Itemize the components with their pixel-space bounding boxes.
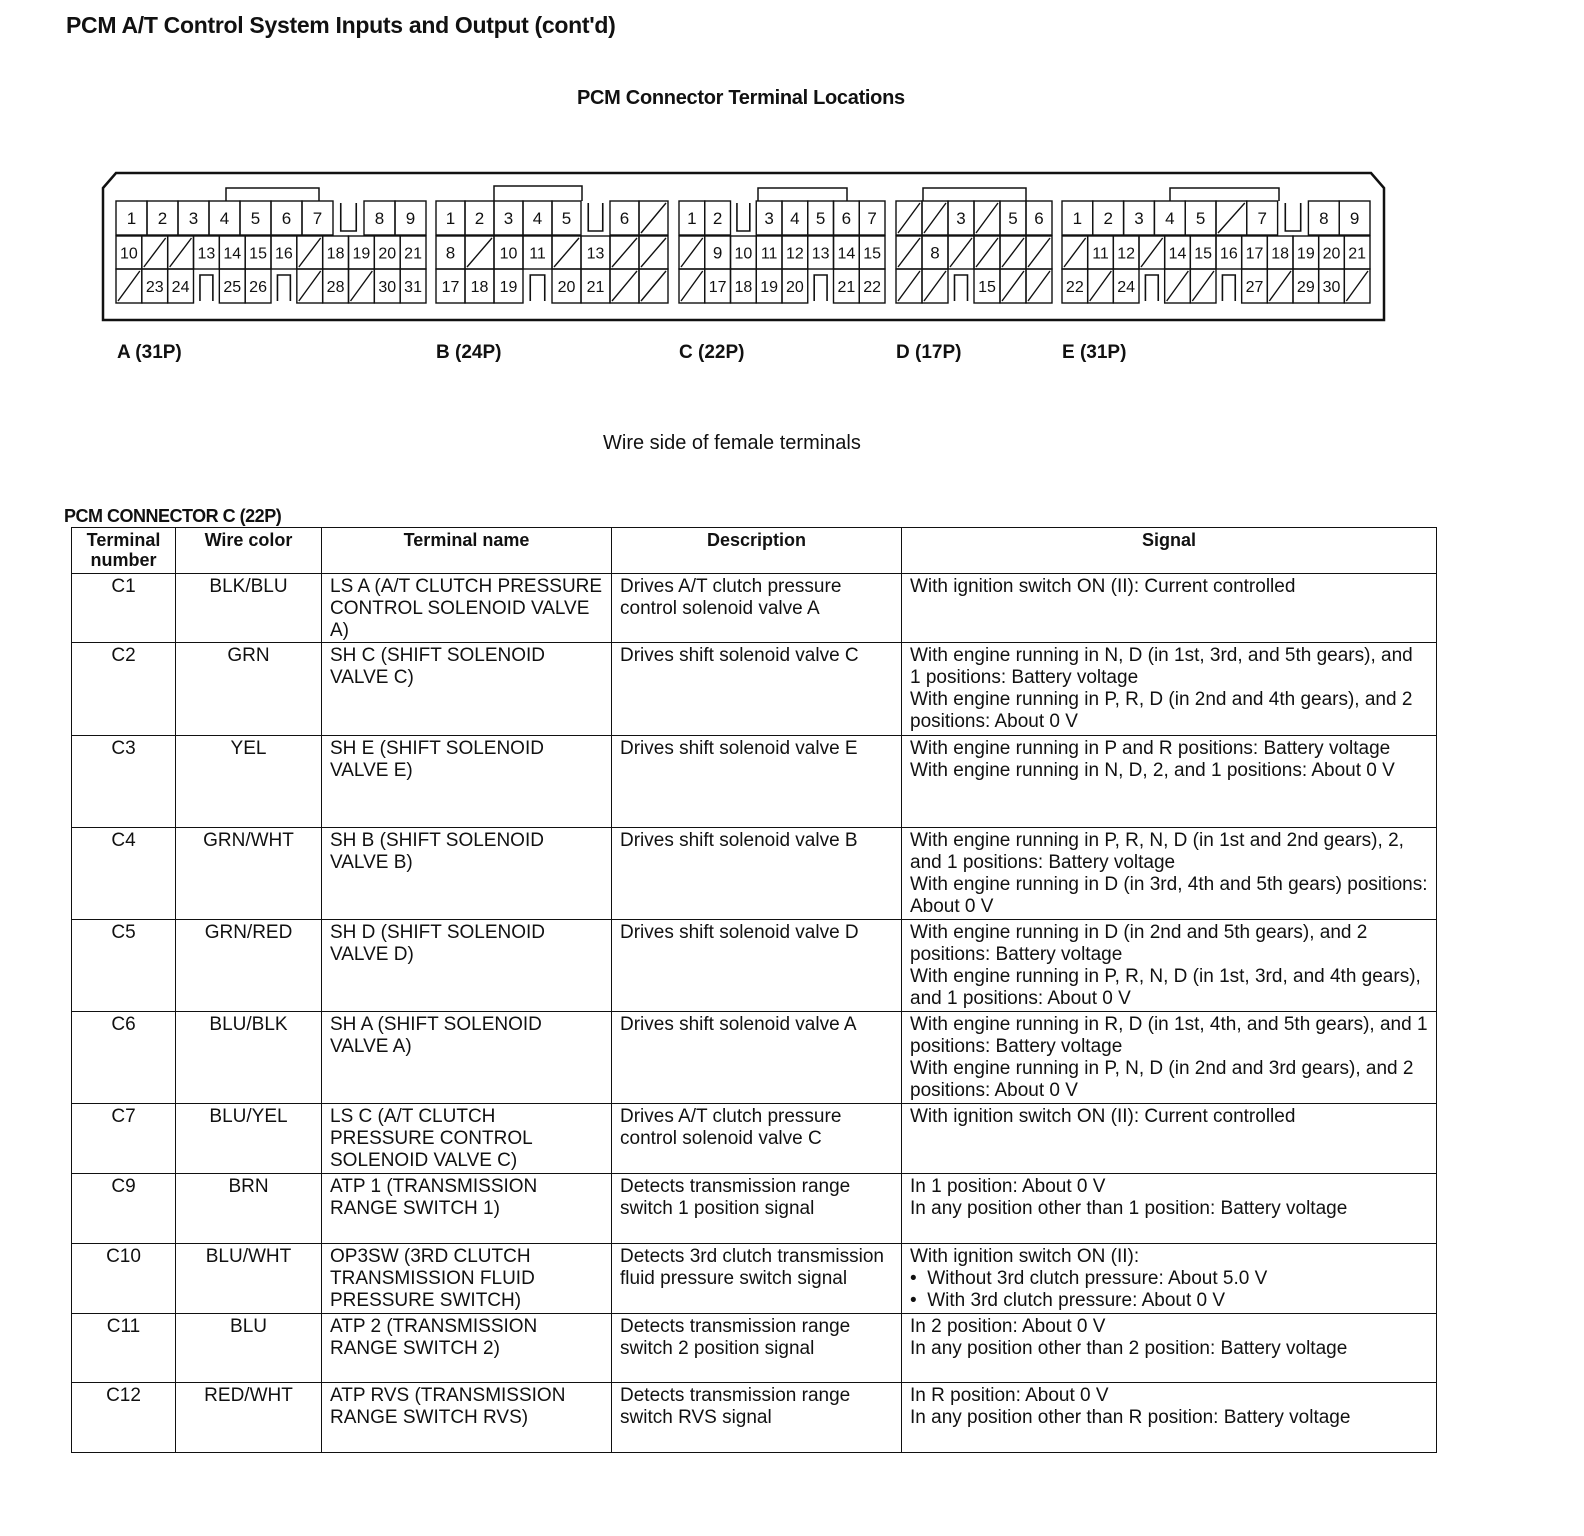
pin-number: 18 xyxy=(734,279,753,296)
signal-cell xyxy=(902,1383,1437,1453)
table-row xyxy=(72,920,1437,1012)
table-row xyxy=(72,643,1437,736)
pin-number: 22 xyxy=(1065,279,1084,296)
connector-pins-e xyxy=(1062,201,1370,303)
unused-pin-slash xyxy=(299,238,321,267)
header-bracket-b xyxy=(494,186,582,201)
pin-number: 21 xyxy=(837,279,856,296)
pin-number: 19 xyxy=(499,279,518,296)
header-wire-color: Wire color xyxy=(176,528,322,574)
description-cell: Detects transmission range switch RVS signal xyxy=(612,1383,902,1453)
terminal-number-cell: C1 xyxy=(72,574,176,643)
terminal-number-cell: C7 xyxy=(72,1104,176,1174)
header-description: Description xyxy=(612,528,902,574)
pin-number: 11 xyxy=(760,245,778,263)
pin-number: 11 xyxy=(529,245,546,263)
unused-pin-slash xyxy=(898,271,920,301)
pin-number: 18 xyxy=(1271,245,1290,263)
unused-pin-slash xyxy=(299,271,321,301)
pin-number: 24 xyxy=(1117,279,1136,296)
pin-number: 21 xyxy=(586,279,605,296)
pin-number: 11 xyxy=(1092,245,1109,263)
pin-number: 23 xyxy=(145,279,164,296)
table-row xyxy=(72,828,1437,920)
pin-number: 21 xyxy=(1348,245,1367,263)
table-row xyxy=(72,574,1437,643)
pin-number: 2 xyxy=(157,209,168,228)
signal-line: • With 3rd clutch pressure: About 0 V xyxy=(910,1290,1428,1312)
connector-label-e: E (31P) xyxy=(1062,342,1127,363)
signal-line: With engine running in P, N, D (in 2nd and 3rd gears), and 2 positions: About 0 V xyxy=(910,1058,1414,1101)
pin-number: 12 xyxy=(1117,245,1136,263)
description-cell: Detects 3rd clutch transmission fluid pressure switch signal xyxy=(612,1244,902,1314)
pin-number: 17 xyxy=(708,279,727,296)
pin-number: 20 xyxy=(1322,245,1341,263)
pin-number: 6 xyxy=(1034,209,1044,228)
terminal-number-cell: C11 xyxy=(72,1314,176,1383)
signal-line: In R position: About 0 V xyxy=(910,1385,1109,1406)
connector-pins-b xyxy=(436,201,668,303)
pin-number: 14 xyxy=(223,245,242,263)
table-body xyxy=(72,574,1437,1453)
pin-number: 5 xyxy=(561,209,572,228)
signal-cell xyxy=(902,920,1437,1012)
connector-pins-a xyxy=(116,201,426,303)
table-header-row xyxy=(72,528,1437,574)
pin-number: 17 xyxy=(441,279,460,296)
pin-number: 12 xyxy=(785,245,804,263)
signal-line: • Without 3rd clutch pressure: About 5.0 V xyxy=(910,1268,1428,1290)
pin-number: 15 xyxy=(978,279,996,296)
terminal-name-cell: SH C (SHIFT SOLENOID VALVE C) xyxy=(322,643,612,736)
pin-number: 30 xyxy=(1322,279,1341,296)
signal-line: With ignition switch ON (II): Current controlled xyxy=(910,576,1296,597)
header-bracket-e xyxy=(1170,188,1279,201)
pin-number: 4 xyxy=(532,209,543,228)
pin-number: 22 xyxy=(863,279,882,296)
unused-pin-slash xyxy=(976,203,998,233)
pin-key-notch xyxy=(1285,203,1300,231)
pin-number: 3 xyxy=(188,209,199,228)
pin-number: 8 xyxy=(930,243,940,263)
unused-pin-slash xyxy=(1218,203,1245,233)
unused-pin-slash xyxy=(612,238,637,267)
terminal-number-cell: C12 xyxy=(72,1383,176,1453)
pin-number: 27 xyxy=(1245,279,1264,296)
unused-pin-slash xyxy=(1064,238,1086,267)
wire-color-cell: YEL xyxy=(176,736,322,828)
pin-number: 3 xyxy=(503,209,514,228)
table-row xyxy=(72,736,1437,828)
pin-number: 1 xyxy=(126,209,137,228)
unused-pin-slash xyxy=(118,271,140,301)
terminal-name-cell: LS C (A/T CLUTCH PRESSURE CONTROL SOLENOID VALVE C) xyxy=(322,1104,612,1174)
terminal-name-cell: SH E (SHIFT SOLENOID VALVE E) xyxy=(322,736,612,828)
terminal-number-cell: C9 xyxy=(72,1174,176,1244)
unused-pin-slash xyxy=(898,238,920,267)
description-cell: Drives shift solenoid valve E xyxy=(612,736,902,828)
signal-line: With engine running in R, D (in 1st, 4th, and 5th gears), and 1 positions: Battery voltage xyxy=(910,1014,1428,1057)
wire-color-cell: BLU/WHT xyxy=(176,1244,322,1314)
pin-number: 6 xyxy=(841,209,852,228)
pin-number: 9 xyxy=(405,209,416,228)
pin-number: 15 xyxy=(863,245,882,263)
pin-key-notch xyxy=(1145,275,1158,301)
unused-pin-slash xyxy=(950,238,972,267)
unused-pin-slash xyxy=(681,271,703,301)
connector-label-b: B (24P) xyxy=(436,342,502,363)
unused-pin-slash xyxy=(1141,238,1163,267)
pin-number: 2 xyxy=(712,209,723,228)
signal-line: With engine running in D (in 3rd, 4th and 5th gears) positions: About 0 V xyxy=(910,874,1428,917)
terminal-name-cell: SH D (SHIFT SOLENOID VALVE D) xyxy=(322,920,612,1012)
unused-pin-slash xyxy=(144,238,166,267)
pin-number: 18 xyxy=(470,279,489,296)
wire-color-cell: BLU/YEL xyxy=(176,1104,322,1174)
unused-pin-slash xyxy=(924,271,946,301)
header-bracket-a xyxy=(226,188,319,201)
pin-number: 7 xyxy=(312,209,323,228)
pin-number: 5 xyxy=(250,209,261,228)
header-signal: Signal xyxy=(902,528,1437,574)
wire-color-cell: BLK/BLU xyxy=(176,574,322,643)
pin-number: 8 xyxy=(1319,209,1329,228)
table-row xyxy=(72,1174,1437,1244)
pin-key-notch xyxy=(588,203,603,231)
unused-pin-slash xyxy=(641,238,666,267)
terminal-name-cell: LS A (A/T CLUTCH PRESSURE CONTROL SOLENOID VALVE A) xyxy=(322,574,612,643)
table-row xyxy=(72,1104,1437,1174)
pin-number: 13 xyxy=(197,245,216,263)
pin-key-notch xyxy=(955,275,968,301)
signal-cell xyxy=(902,1174,1437,1244)
pin-number: 1 xyxy=(445,209,456,228)
header-terminal-name: Terminal name xyxy=(322,528,612,574)
unused-pin-slash xyxy=(1002,238,1024,267)
wire-color-cell: GRN/RED xyxy=(176,920,322,1012)
pin-grid xyxy=(116,201,1370,303)
signal-line: In any position other than 2 position: Battery voltage xyxy=(910,1338,1348,1359)
pin-number: 4 xyxy=(219,209,230,228)
pin-number: 9 xyxy=(712,243,723,263)
signal-line: In any position other than 1 position: Battery voltage xyxy=(910,1198,1348,1219)
wire-color-cell: BLU/BLK xyxy=(176,1012,322,1104)
pin-number: 26 xyxy=(249,279,267,296)
unused-pin-slash xyxy=(467,238,492,267)
terminal-name-cell: SH B (SHIFT SOLENOID VALVE B) xyxy=(322,828,612,920)
pin-number: 8 xyxy=(445,243,456,263)
unused-pin-slash xyxy=(976,238,998,267)
pin-key-notch xyxy=(530,275,545,301)
pin-key-notch xyxy=(341,203,357,231)
pin-number: 10 xyxy=(734,245,753,263)
signal-line: In any position other than R position: Battery voltage xyxy=(910,1407,1351,1428)
connector-label-c: C (22P) xyxy=(679,342,745,363)
terminal-number-cell: C3 xyxy=(72,736,176,828)
pin-number: 30 xyxy=(378,279,397,296)
signal-line: With engine running in P, R, D (in 2nd and 4th gears), and 2 positions: About 0 V xyxy=(910,689,1413,732)
pin-key-notch xyxy=(737,203,750,231)
unused-pin-slash xyxy=(1167,271,1189,301)
table-row xyxy=(72,1244,1437,1314)
wire-color-cell: GRN xyxy=(176,643,322,736)
pin-number: 10 xyxy=(120,245,138,263)
unused-pin-slash xyxy=(170,238,192,267)
pin-key-notch xyxy=(1222,275,1235,301)
unused-pin-slash xyxy=(1192,271,1214,301)
pin-key-notch xyxy=(814,275,827,301)
connector-label-d: D (17P) xyxy=(896,342,962,363)
pin-key-notch xyxy=(277,275,290,301)
description-cell: Drives shift solenoid valve A xyxy=(612,1012,902,1104)
signal-line: With engine running in N, D (in 1st, 3rd, and 5th gears), and 1 positions: Battery voltage xyxy=(910,645,1413,688)
pin-number: 6 xyxy=(619,209,630,228)
table-row xyxy=(72,1383,1437,1453)
pin-number: 1 xyxy=(687,209,697,228)
signal-cell xyxy=(902,1244,1437,1314)
wire-color-cell: BRN xyxy=(176,1174,322,1244)
unused-pin-slash xyxy=(1028,238,1050,267)
unused-pin-slash xyxy=(898,203,920,233)
pin-number: 24 xyxy=(171,279,190,296)
unused-pin-slash xyxy=(924,203,946,233)
signal-cell xyxy=(902,1104,1437,1174)
pin-number: 10 xyxy=(499,245,518,263)
pin-number: 17 xyxy=(1245,245,1264,263)
unused-pin-slash xyxy=(1028,271,1050,301)
wire-side-caption: Wire side of female terminals xyxy=(603,432,861,454)
unused-pin-slash xyxy=(612,271,637,301)
signal-cell xyxy=(902,643,1437,736)
terminal-name-cell: ATP 2 (TRANSMISSION RANGE SWITCH 2) xyxy=(322,1314,612,1383)
pin-number: 20 xyxy=(785,279,804,296)
pin-number: 21 xyxy=(404,245,422,263)
pin-number: 2 xyxy=(474,209,485,228)
pin-number: 6 xyxy=(281,209,292,228)
wire-color-cell: RED/WHT xyxy=(176,1383,322,1453)
table-title: PCM CONNECTOR C (22P) xyxy=(64,506,282,526)
pin-number: 14 xyxy=(837,245,856,263)
terminal-number-cell: C4 xyxy=(72,828,176,920)
pin-number: 18 xyxy=(326,245,345,263)
pin-number: 9 xyxy=(1349,209,1360,228)
pin-number: 31 xyxy=(404,279,422,296)
pin-number: 7 xyxy=(867,209,877,228)
signal-cell xyxy=(902,1012,1437,1104)
signal-line: With ignition switch ON (II): xyxy=(910,1246,1140,1267)
pin-number: 19 xyxy=(760,279,779,296)
pin-number: 5 xyxy=(1008,209,1018,228)
pin-number: 14 xyxy=(1168,245,1187,263)
signal-line: In 1 position: About 0 V xyxy=(910,1176,1106,1197)
pin-number: 16 xyxy=(275,245,293,263)
signal-cell xyxy=(902,736,1437,828)
pin-number: 1 xyxy=(1072,209,1083,228)
pin-number: 5 xyxy=(1195,209,1206,228)
connector-diagram xyxy=(0,0,1584,340)
pin-key-notch xyxy=(200,275,213,301)
description-cell: Drives shift solenoid valve C xyxy=(612,643,902,736)
pin-number: 19 xyxy=(352,245,371,263)
description-cell: Drives shift solenoid valve D xyxy=(612,920,902,1012)
pin-number: 19 xyxy=(1296,245,1315,263)
pin-number: 4 xyxy=(790,209,800,228)
unused-pin-slash xyxy=(554,238,579,267)
pin-number: 3 xyxy=(956,209,966,228)
wire-color-cell: GRN/WHT xyxy=(176,828,322,920)
pin-number: 13 xyxy=(811,245,830,263)
signal-line: With ignition switch ON (II): Current controlled xyxy=(910,1106,1296,1127)
pin-number: 5 xyxy=(815,209,826,228)
terminal-name-cell: OP3SW (3RD CLUTCH TRANSMISSION FLUID PRESSURE SWITCH) xyxy=(322,1244,612,1314)
terminal-number-cell: C2 xyxy=(72,643,176,736)
connector-pins-c xyxy=(679,201,885,303)
pin-number: 25 xyxy=(223,279,242,296)
pin-number: 7 xyxy=(1257,209,1267,228)
header-bracket-d xyxy=(923,188,1026,201)
signal-line: With engine running in P, R, N, D (in 1st, 3rd, and 4th gears), and 1 positions: About 0 V xyxy=(910,966,1421,1009)
pin-number: 3 xyxy=(764,209,774,228)
terminal-number-cell: C10 xyxy=(72,1244,176,1314)
pcm-connector-table xyxy=(71,527,1437,1453)
unused-pin-slash xyxy=(641,203,666,233)
signal-line: With engine running in P, R, N, D (in 1st and 2nd gears), 2, and 1 positions: Battery voltage xyxy=(910,830,1404,873)
page-title: PCM A/T Control System Inputs and Output (cont'd) xyxy=(66,12,616,38)
table-row xyxy=(72,1012,1437,1104)
header-bracket-c xyxy=(758,188,847,201)
pin-number: 16 xyxy=(1219,245,1238,263)
unused-pin-slash xyxy=(1346,271,1368,301)
signal-line: With engine running in D (in 2nd and 5th gears), and 2 positions: Battery voltage xyxy=(910,922,1368,965)
description-cell: Detects transmission range switch 2 position signal xyxy=(612,1314,902,1383)
unused-pin-slash xyxy=(351,271,373,301)
connector-pins-d xyxy=(896,201,1052,303)
description-cell: Drives A/T clutch pressure control solenoid valve C xyxy=(612,1104,902,1174)
pin-number: 2 xyxy=(1103,209,1113,228)
connector-label-a: A (31P) xyxy=(117,342,182,363)
terminal-name-cell: ATP 1 (TRANSMISSION RANGE SWITCH 1) xyxy=(322,1174,612,1244)
pin-number: 20 xyxy=(378,245,397,263)
signal-line: With engine running in P and R positions: Battery voltage xyxy=(910,738,1391,759)
description-cell: Drives A/T clutch pressure control solenoid valve A xyxy=(612,574,902,643)
terminal-number-cell: C6 xyxy=(72,1012,176,1104)
header-terminal-number: Terminal number xyxy=(72,528,176,574)
description-cell: Drives shift solenoid valve B xyxy=(612,828,902,920)
terminal-name-cell: ATP RVS (TRANSMISSION RANGE SWITCH RVS) xyxy=(322,1383,612,1453)
terminal-number-cell: C5 xyxy=(72,920,176,1012)
pin-number: 4 xyxy=(1165,209,1175,228)
pin-number: 13 xyxy=(586,245,605,263)
pin-number: 20 xyxy=(557,279,576,296)
unused-pin-slash xyxy=(1002,271,1024,301)
pin-number: 3 xyxy=(1134,209,1144,228)
signal-cell xyxy=(902,574,1437,643)
pin-number: 15 xyxy=(249,245,267,263)
description-cell: Detects transmission range switch 1 position signal xyxy=(612,1174,902,1244)
pin-number: 28 xyxy=(326,279,345,296)
unused-pin-slash xyxy=(641,271,666,301)
signal-line: With engine running in N, D, 2, and 1 positions: About 0 V xyxy=(910,760,1395,781)
signal-cell xyxy=(902,828,1437,920)
unused-pin-slash xyxy=(1269,271,1291,301)
signal-line: In 2 position: About 0 V xyxy=(910,1316,1106,1337)
signal-cell xyxy=(902,1314,1437,1383)
unused-pin-slash xyxy=(681,238,703,267)
table-row xyxy=(72,1314,1437,1383)
terminal-name-cell: SH A (SHIFT SOLENOID VALVE A) xyxy=(322,1012,612,1104)
pin-number: 29 xyxy=(1296,279,1315,296)
wire-color-cell: BLU xyxy=(176,1314,322,1383)
unused-pin-slash xyxy=(1090,271,1112,301)
diagram-title: PCM Connector Terminal Locations xyxy=(577,87,905,109)
pin-number: 8 xyxy=(374,209,385,228)
pin-number: 15 xyxy=(1194,245,1213,263)
